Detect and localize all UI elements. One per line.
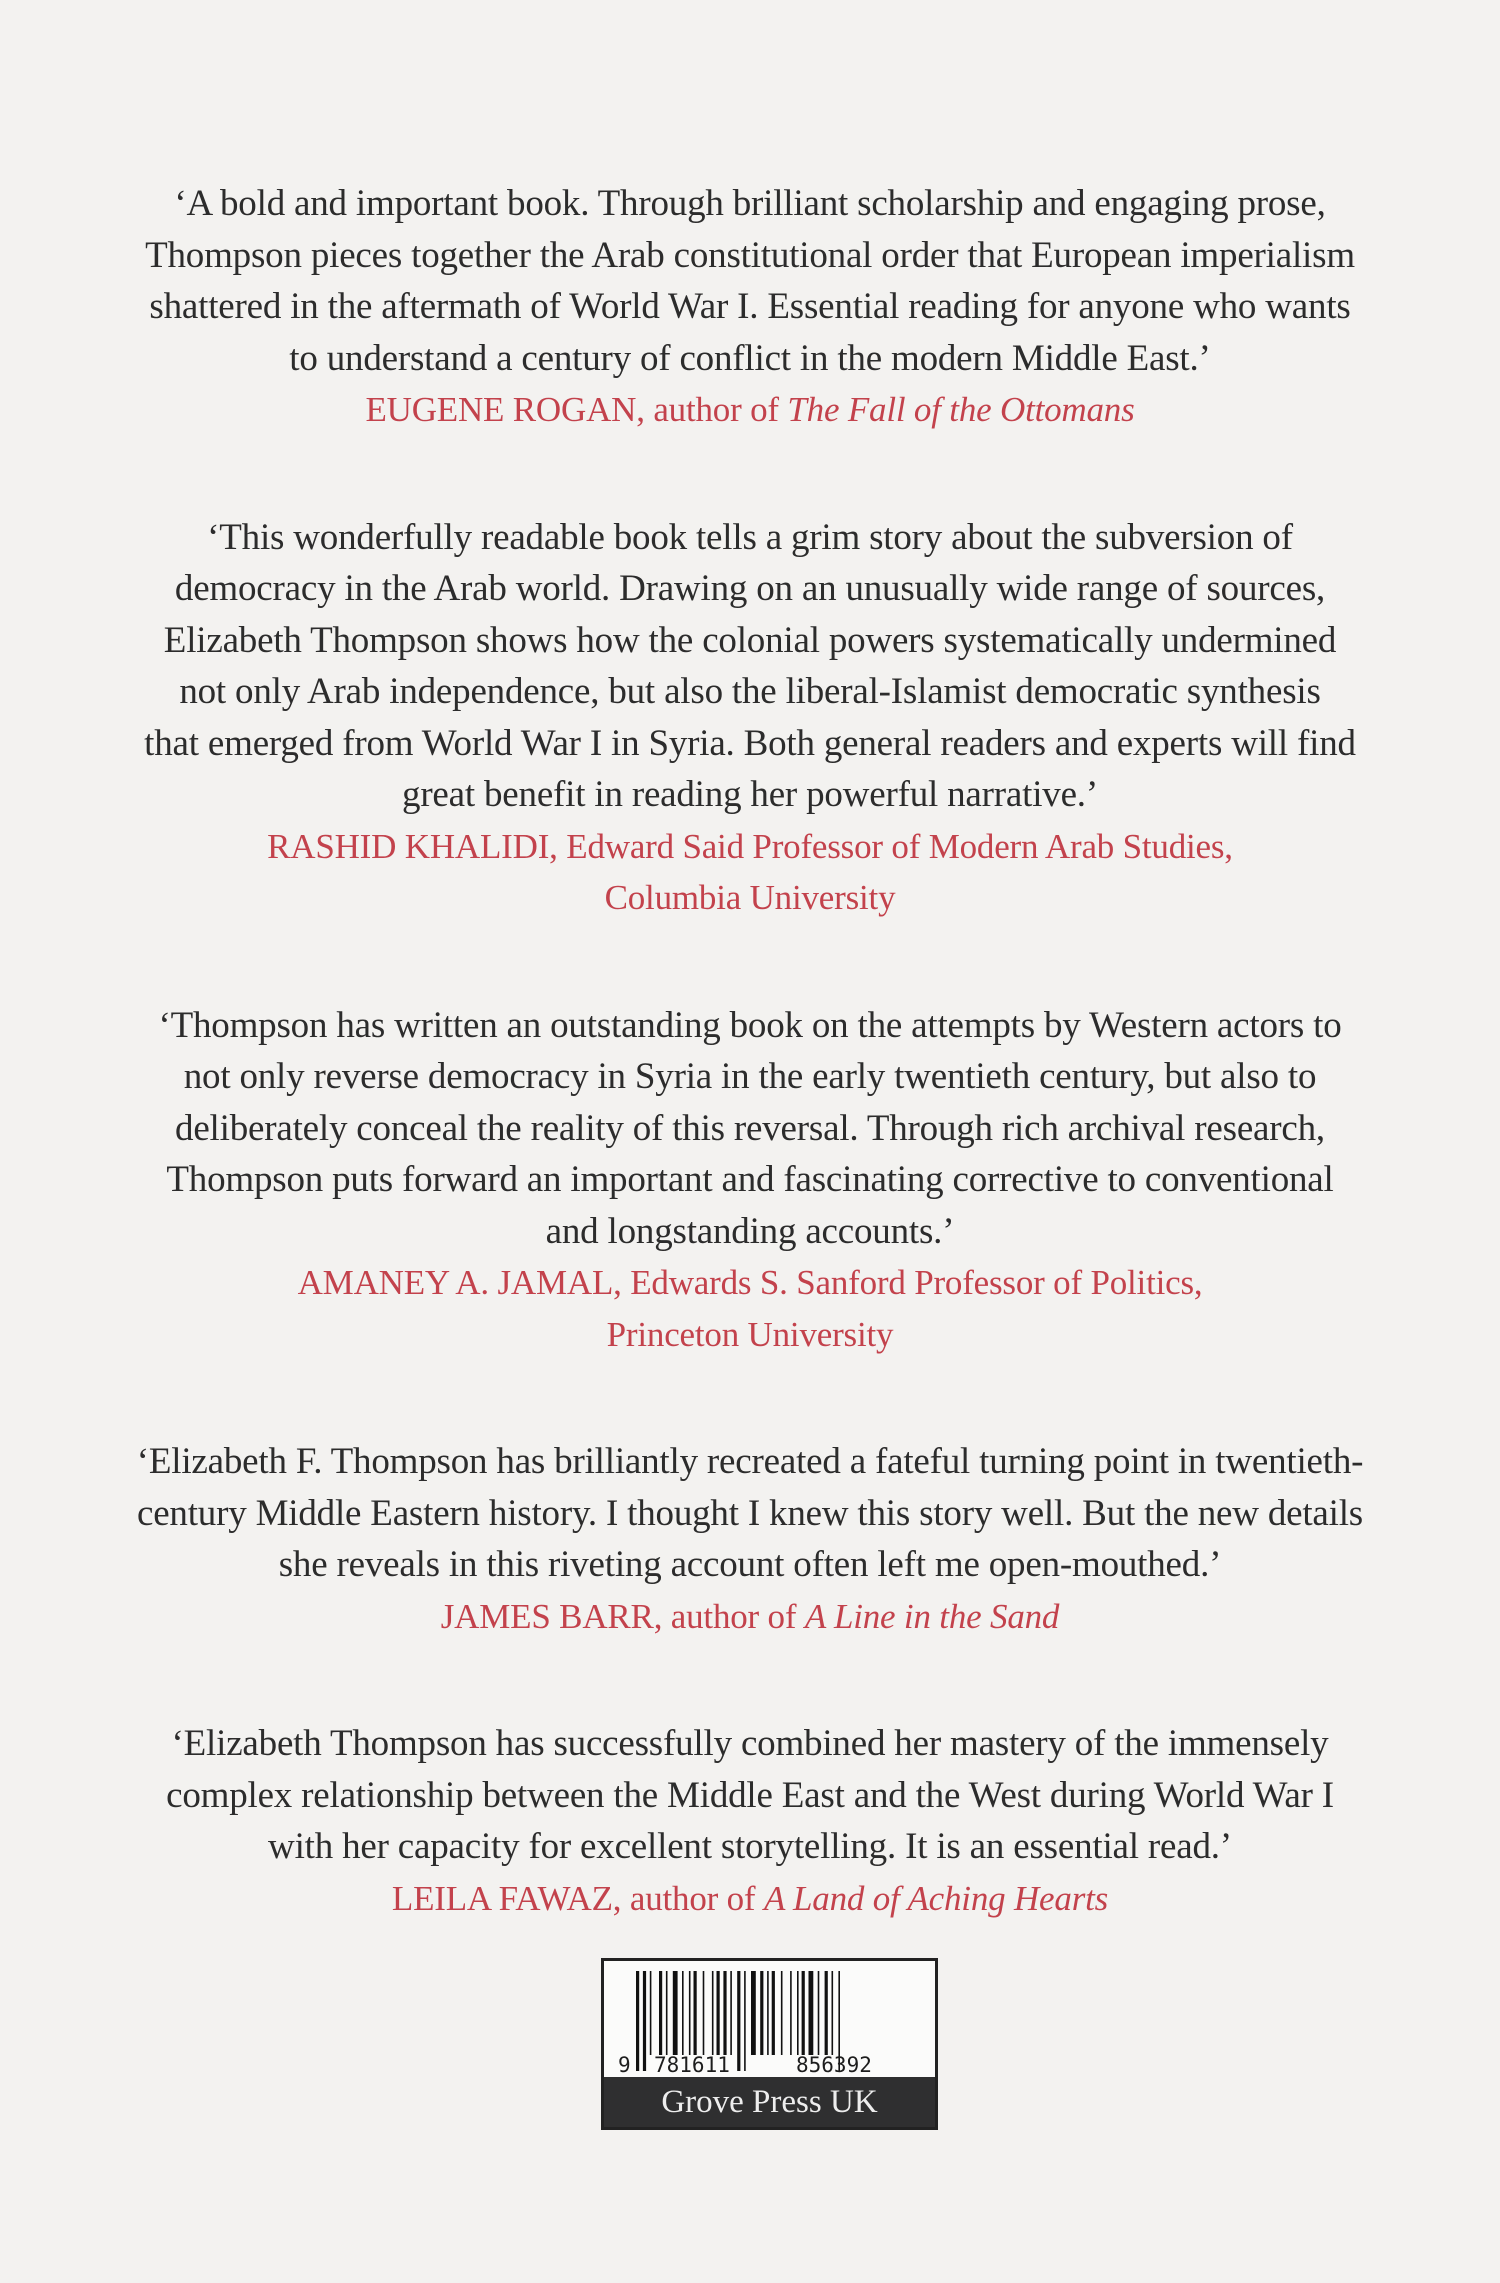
attribution [110, 1873, 1390, 1925]
isbn-first-digit: 9 [618, 2053, 631, 2077]
quote-line: Elizabeth Thompson shows how the colonial powers systematically undermined [163, 619, 1337, 661]
quote-line: not only Arab independence, but also the liberal-Islamist democratic synthesis [179, 671, 1321, 712]
quote-line: complex relationship between the Middle East and the West during World War I [166, 1774, 1334, 1816]
attribution-book-title: The Fall of the Ottomans [787, 390, 1135, 429]
quote-line: that emerged from World War I in Syria. Both general readers and experts will find [144, 722, 1356, 764]
barcode-bar [703, 1971, 705, 2055]
quote-line: with her capacity for excellent storytelling. It is an essential read.’ [268, 1826, 1232, 1867]
isbn-right-group: 856392 [796, 2053, 872, 2077]
barcode-bar [659, 1971, 662, 2055]
attribution [110, 1591, 1390, 1643]
barcode-bar [744, 1971, 746, 2071]
barcode-bar [689, 1971, 691, 2055]
blurb-khalidi [110, 512, 1390, 924]
barcode-bar [636, 1971, 639, 2071]
blurb-rogan [110, 178, 1390, 436]
quote-text [110, 1000, 1390, 1258]
quote-line: democracy in the Arab world. Drawing on an unusually wide range of sources, [174, 568, 1326, 609]
isbn-barcode [601, 1958, 938, 2130]
attribution-line: RASHID KHALIDI, Edward Said Professor of Modern Arab Studies, [267, 826, 1233, 866]
barcode-bar [730, 1971, 732, 2055]
quote-line: ‘This wonderfully readable book tells a grim story about the subversion of [207, 516, 1293, 558]
quote-line: ‘Elizabeth F. Thompson has brilliantly recreated a fateful turning point in twentieth- [136, 1441, 1364, 1482]
endorsements [110, 178, 1390, 2000]
barcode-bar [650, 1971, 652, 2055]
attribution [110, 821, 1390, 924]
quote-text [110, 178, 1390, 384]
quote-line: ‘A bold and important book. Through brilliant scholarship and engaging prose, [174, 183, 1326, 224]
publisher-imprint: Grove Press UK [604, 2077, 935, 2127]
quote-line: ‘Thompson has written an outstanding book on the attempts by Western actors to [158, 1004, 1342, 1046]
barcode-bar [694, 1971, 697, 2055]
blurb-fawaz [110, 1718, 1390, 1924]
quote-line: she reveals in this riveting account often left me open-mouthed.’ [278, 1544, 1222, 1585]
blurb-jamal [110, 1000, 1390, 1361]
attribution-book-title: A Line in the Sand [804, 1596, 1060, 1636]
quote-line: great benefit in reading her powerful narrative.’ [402, 774, 1098, 815]
barcode-bar [760, 1971, 763, 2055]
barcode-bar [790, 1971, 792, 2055]
attribution-affiliation: Princeton University [606, 1314, 894, 1354]
barcode-bar [772, 1971, 775, 2055]
barcode-bar [666, 1971, 668, 2055]
barcode-bar [809, 1971, 814, 2055]
quote-text [110, 1436, 1390, 1591]
attribution [110, 1257, 1390, 1360]
quote-line: century Middle Eastern history. I thought I knew this story well. But the new details [136, 1492, 1364, 1534]
barcode-bar [832, 1971, 834, 2055]
quote-line: ‘Elizabeth Thompson has successfully combined her mastery of the immensely [171, 1723, 1329, 1764]
attribution-book-title: A Land of Aching Hearts [763, 1878, 1109, 1918]
attribution-name: JAMES BARR, author of [440, 1596, 805, 1636]
quote-line: to understand a century of conflict in the modern Middle East.’ [289, 337, 1211, 379]
attribution-line: AMANEY A. JAMAL, Edwards S. Sanford Professor of Politics, [297, 1263, 1203, 1302]
barcode-bar [767, 1971, 769, 2055]
quote-text [110, 512, 1390, 821]
quote-line: Thompson puts forward an important and fascinating corrective to conventional [166, 1159, 1334, 1200]
quote-line: shattered in the aftermath of World War I. Essential reading for anyone who wants [149, 286, 1351, 327]
blurb-barr [110, 1436, 1390, 1642]
barcode-bar [818, 1971, 820, 2055]
barcode-bar [673, 1971, 678, 2055]
barcode-bar [712, 1971, 714, 2055]
isbn-left-group: 781611 [654, 2053, 730, 2077]
attribution-name: EUGENE ROGAN, author of [365, 390, 788, 429]
barcode-bar [797, 1971, 799, 2055]
barcode-bar [751, 1971, 756, 2055]
barcode-bar [802, 1971, 805, 2055]
barcode-bar [717, 1971, 720, 2055]
barcode-bar [781, 1971, 783, 2055]
barcode-bar [643, 1971, 646, 2071]
quote-text [110, 1718, 1390, 1873]
quote-line: Thompson pieces together the Arab constitutional order that European imperialism [145, 234, 1355, 276]
attribution [110, 384, 1390, 436]
attribution-name: LEILA FAWAZ, author of [391, 1878, 764, 1918]
barcode-bar [737, 1971, 740, 2071]
attribution-affiliation: Columbia University [604, 878, 896, 917]
barcode-bar [682, 1971, 684, 2055]
barcode-bar [825, 1971, 828, 2055]
barcode-bar [723, 1971, 726, 2055]
quote-line: not only reverse democracy in Syria in the early twentieth century, but also to [183, 1056, 1317, 1097]
quote-line: deliberately conceal the reality of this reversal. Through rich archival research, [175, 1107, 1325, 1149]
quote-line: and longstanding accounts.’ [545, 1210, 955, 1252]
